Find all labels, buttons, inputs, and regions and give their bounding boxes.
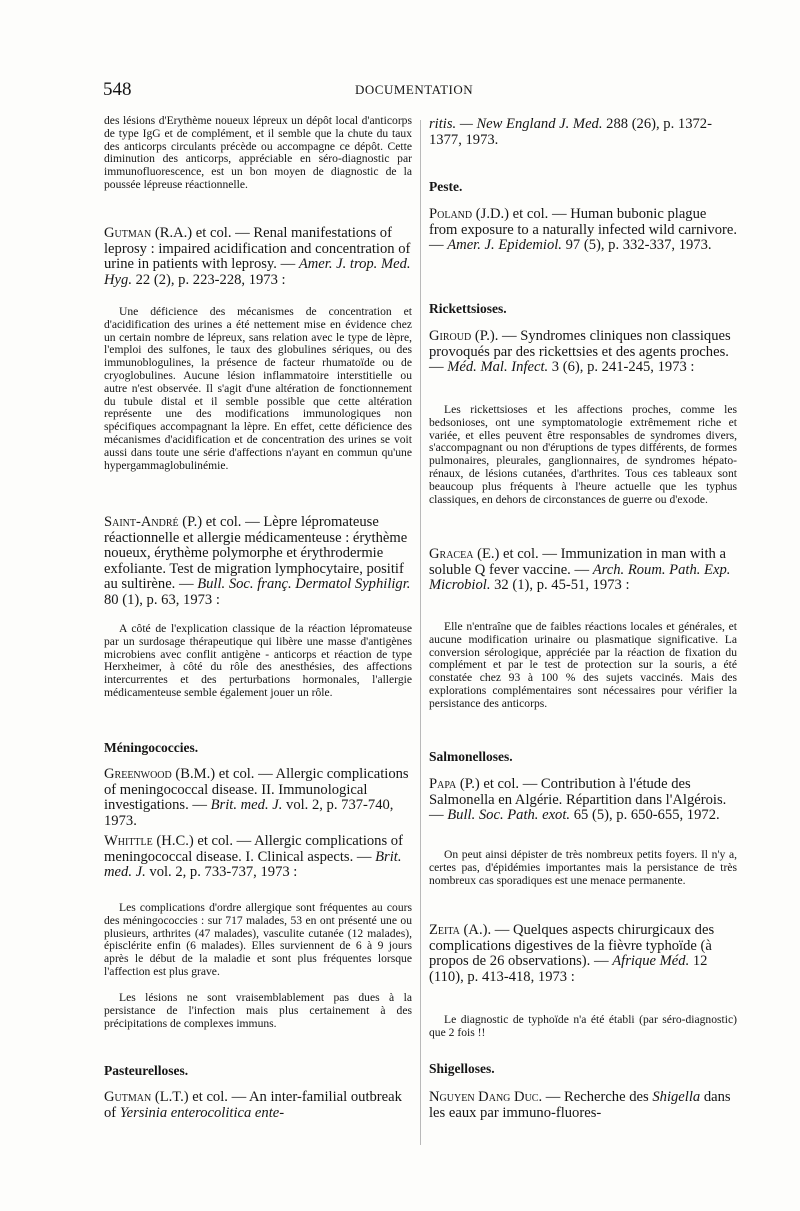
abstract-paragraph: A côté de l'explication classique de la réaction lépromateuse par un surdosage thérapeutique qui libère une masse d'antigènes microbiens avec conflit antigène - anticorps et réaction de type Herxheimer, à côté du rôle des anesthésies, des affections intercurrentes et des perturbations hormonales, l'allergie médicamenteuse semble également jouer un rôle. [104, 622, 412, 699]
journal: Amer. J. Epidemiol. [447, 237, 562, 253]
section-heading: Rickettsioses. [429, 301, 507, 316]
reference-papa [429, 777, 737, 824]
reference-title: (A.). — Quelques aspects chirurgicaux des complications digestives de la fièvre typhoïde (à propos de 26 observations). — [429, 922, 715, 969]
reference-title: . — Recherche des [538, 1089, 653, 1105]
author: Saint-André [104, 514, 179, 530]
citation: vol. 2, p. 737-740, 1973. [104, 797, 394, 829]
reference-continuation [429, 117, 737, 148]
author: Zeita [429, 922, 460, 938]
reference-gutman-lt [104, 1090, 412, 1121]
section-heading: Shigelloses. [429, 1061, 495, 1076]
reference-greenwood [104, 767, 412, 829]
author: Nguyen Dang Duc [429, 1089, 539, 1105]
citation: 65 (5), p. 650-655, 1972. [570, 807, 720, 823]
citation: 22 (2), p. 223-228, 1973 : [131, 271, 286, 288]
abstract-paragraph: Le diagnostic de typhoïde n'a été établi (par séro-diagnostic) que 2 fois !! [429, 1013, 737, 1039]
abstract-paragraph: des lésions d'Erythème noueux lépreux un dépôt local d'anticorps de type IgG et de complément, et il semble que la chute du taux des anticorps circulants précède ou accompagne ce dépôt. Cette diminution des anticorps, appréciable en séro-diagnostic par immunofluorescence, est un bon moyen de diagnostic de la poussée lépreuse réactionnelle. [104, 114, 412, 191]
reference-title: (P.) et col. — Lèpre lépromateuse réactionnelle et allergie médicamenteuse : érythème noueux, érythème polymorphe et érythrodermie exfoliante. Test de migration lymphocytaire, positif au sultirène. — [104, 514, 408, 592]
reference-zeita [429, 923, 737, 985]
column-divider [420, 120, 421, 1145]
author: Papa [429, 776, 457, 792]
abstract-paragraph: Les rickettsioses et les affections proches, comme les bedsonioses, ont une symptomatologie extrêmement riche et variée, et elles peuvent être responsables de syndromes divers, s'accompagnant ou non d'éruptions de types différents, de formes pulmonaires, pleurales, ganglionnaires, de syndromes hépato-rénaux, de lésions cutanées, d'arthrites. Tous ces tableaux sont beaucoup plus fréquents à l'heure actuelle que les typhus classiques, en dehors de circonstances de guerre ou d'exode. [429, 403, 737, 506]
reference-poland [429, 207, 737, 254]
author: Greenwood [104, 766, 172, 782]
reference-giroud [429, 329, 737, 376]
reference-title: (J.D.) et col. — Human bubonic plague from exposure to a naturally infected wild carnivore. — [429, 206, 737, 253]
page-number: 548 [103, 79, 132, 100]
journal: ritis. — New England J. Med. [429, 116, 603, 132]
section-heading: Méningococcies. [104, 740, 199, 755]
journal: Yersinia enterocolitica ente- [119, 1104, 285, 1121]
author: Giroud [429, 328, 472, 344]
abstract-paragraph: Une déficience des mécanismes de concentration et d'acidification des urines a été nettement mise en évidence chez un certain nombre de lépreux, sans relation avec le type de lèpre, l'emploi des sulfones, le taux des globulines sériques, ou des immunoblogulines, la présence de facteur rhumatoïde ou de cryoglobulines. Aucune lésion inflammatoire interstitielle ou autre n'est observée. Il s'agit d'une altération de fonctionnement du tubule distal et il semble possible que cette altération représente une des modifications immunologiques non spécifiques accompagnant la lèpre. En effet, cette déficience des mécanismes d'acidification et de concentration des urines se voit aussi dans toute une série d'affections n'ayant en commun qu'une hypergammaglobulinémie. [104, 305, 412, 472]
journal: Bull. Soc. franç. Dermatol Syphiligr. [197, 576, 411, 592]
reference-saint-andre [104, 515, 412, 608]
journal: Méd. Mal. Infect. [447, 359, 549, 375]
reference-gutman-ra [104, 226, 412, 288]
reference-title: (R.A.) et col. — Renal manifestations of leprosy : impaired acidification and concentration of urine in patients with leprosy. — [104, 225, 411, 272]
author: Poland [429, 206, 473, 222]
journal: Brit. med. J. [210, 797, 283, 813]
author: Gutman [104, 1089, 152, 1105]
journal: Arch. Roum. Path. Exp. Microbiol. [429, 561, 731, 593]
citation: 12 (110), p. 413-418, 1973 : [429, 953, 708, 985]
abstract-paragraph: Elle n'entraîne que de faibles réactions locales et générales, et aucune modification urinaire ou plasmatique significative. La conversion sérologique, appréciée par la réaction de fixation du complément et par le test de protection sur la souris, a été constatée chez 93 à 100 % des sujets vaccinés. Mais des explorations complémentaires sont nécessaires pour vérifier la persistance des anticorps. [429, 620, 737, 710]
journal: Afrique Méd. [612, 953, 690, 969]
abstract-paragraph: Les lésions ne sont vraisemblablement pas dues à la persistance de l'infection mais plus certainement à des précipitations de complexes immuns. [104, 991, 412, 1030]
citation: 32 (1), p. 45-51, 1973 : [490, 577, 630, 593]
section-heading: Salmonelloses. [429, 749, 513, 764]
section-heading: Peste. [429, 179, 463, 194]
author: Whittle [104, 833, 153, 849]
citation: 97 (5), p. 332-337, 1973. [561, 237, 712, 253]
author: Gracea [429, 546, 474, 562]
reference-title: (L.T.) et col. — An inter-familial outbreak of [104, 1089, 402, 1121]
citation: vol. 2, p. 733-737, 1973 : [145, 864, 298, 880]
journal: Bull. Soc. Path. exot. [447, 807, 571, 823]
running-title: DOCUMENTATION [355, 82, 474, 97]
reference-gracea [429, 547, 737, 594]
abstract-paragraph: On peut ainsi dépister de très nombreux petits foyers. Il n'y a, certes pas, d'épidémies importantes mais la persistance de très nombreux cas sporadiques est une menace permanente. [429, 848, 737, 887]
citation: 3 (6), p. 241-245, 1973 : [548, 359, 695, 375]
journal: Brit. med. J. [104, 848, 402, 880]
citation: 80 (1), p. 63, 1973 : [104, 591, 220, 608]
citation: 288 (26), p. 1372-1377, 1973. [429, 116, 712, 148]
reference-title: (P.). — Syndromes cliniques non classiques provoqués par des rickettsies et des agents proches. — [429, 328, 731, 375]
section-heading: Pasteurelloses. [104, 1063, 189, 1078]
reference-title: (E.) et col. — Immunization in man with a soluble Q fever vaccine. — [429, 546, 726, 578]
reference-whittle [104, 834, 412, 881]
abstract-paragraph: Les complications d'ordre allergique sont fréquentes au cours des méningococcies : sur 717 malades, 53 en ont présenté une ou plusieurs, arthrites (47 malades), vasculite cutanée (12 malades), épisclérite enfin (6 malades). Elles surviennent de 6 à 9 jours après le début de la maladie et sont plus fréquentes lorsque l'affection est plus grave. [104, 901, 412, 978]
reference-title: (B.M.) et col. — Allergic complications of meningococcal disease. II. Immunological investigations. — [104, 766, 409, 813]
reference-title: (P.) et col. — Contribution à l'étude des Salmonella en Algérie. Répartition dans l'Algérois. — [429, 776, 727, 823]
journal: Shigella [652, 1089, 701, 1105]
reference-title: (H.C.) et col. — Allergic complications of meningococcal disease. I. Clinical aspects. — [104, 833, 403, 865]
reference-nguyen [429, 1090, 737, 1121]
journal: Amer. J. trop. Med. Hyg. [104, 256, 411, 288]
citation: dans les eaux par immuno-fluores- [429, 1089, 731, 1121]
author: Gutman [104, 225, 152, 241]
